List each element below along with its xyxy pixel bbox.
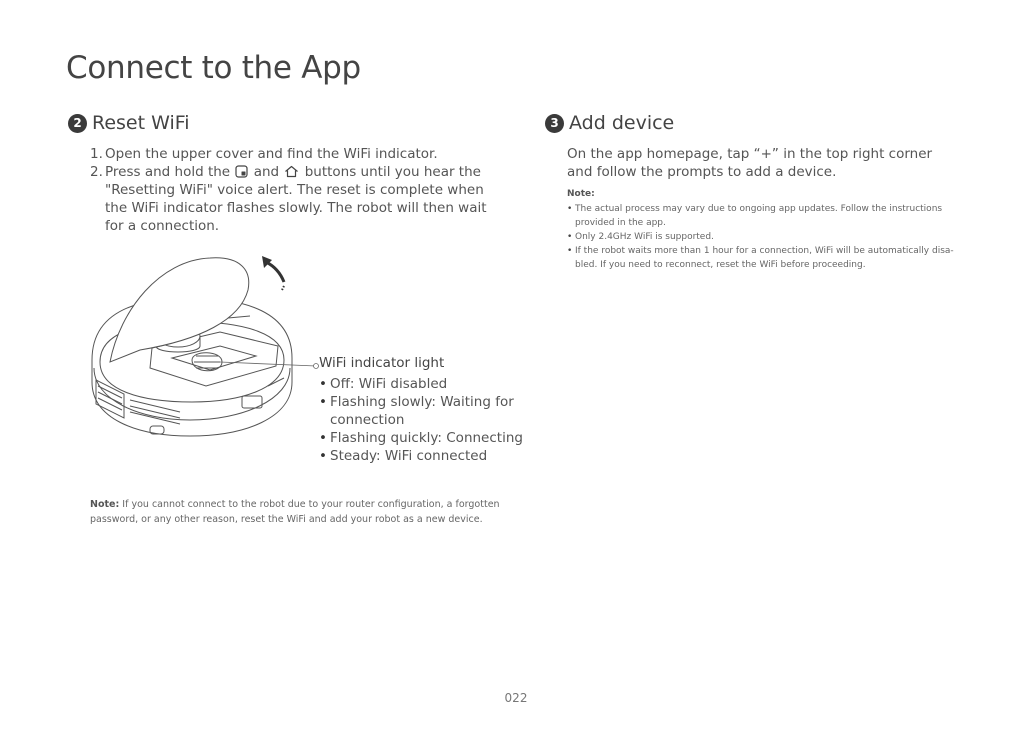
note-item: • The actual process may vary due to ongoing app updates. Follow the instructions provided in the app.	[567, 202, 967, 230]
reset-steps	[90, 145, 500, 235]
wifi-indicator-states	[319, 375, 529, 465]
add-device-title: Add device	[569, 112, 675, 134]
step-1-number: 1.	[90, 146, 103, 162]
curved-arrow-icon	[262, 256, 284, 290]
step-2-text-after: buttons until you hear the "Resetting WiFi" voice alert. The reset is complete when the WiFi indicator flashes slowly. The robot will then wait for a connection.	[105, 164, 487, 234]
add-device-text: On the app homepage, tap “+” in the top right corner and follow the prompts to add a device.	[567, 146, 933, 180]
step-1-text: Open the upper cover and find the WiFi indicator.	[105, 146, 438, 162]
step-1	[90, 145, 500, 163]
add-device-heading	[545, 112, 674, 134]
indicator-state: • Flashing slowly: Waiting for connection	[319, 393, 529, 429]
home-icon	[284, 165, 299, 178]
page-title: Connect to the App	[66, 50, 361, 86]
spot-clean-icon	[235, 165, 248, 178]
reset-wifi-heading	[68, 112, 190, 134]
wifi-indicator-title: WiFi indicator light	[319, 355, 445, 371]
reset-note-text: If you cannot connect to the robot due to your router configuration, a forgotten password, or any other reason, reset the WiFi and add your robot as a new device.	[90, 499, 500, 525]
indicator-state: • Steady: WiFi connected	[319, 447, 529, 465]
step-2-number: 2.	[90, 164, 103, 180]
step-number-badge: 2	[68, 114, 87, 133]
indicator-state: • Off: WiFi disabled	[319, 375, 529, 393]
add-device-note-label: Note:	[567, 189, 595, 199]
page-number: 022	[504, 691, 528, 705]
reset-note-label: Note:	[90, 499, 120, 510]
note-item: • Only 2.4GHz WiFi is supported.	[567, 230, 967, 244]
note-item: • If the robot waits more than 1 hour for a connection, WiFi will be automatically disa-bled. If you need to reconnect, reset the WiFi before proceeding.	[567, 244, 967, 272]
robot-illustration	[80, 250, 325, 445]
step-number-badge: 3	[545, 114, 564, 133]
step-2-text-and: and	[253, 164, 280, 180]
step-2-text-before: Press and hold the	[105, 164, 231, 180]
reset-wifi-title: Reset WiFi	[92, 112, 190, 134]
add-device-notes	[567, 187, 967, 272]
step-2	[90, 163, 500, 235]
reset-note	[90, 497, 500, 527]
indicator-state: • Flashing quickly: Connecting	[319, 429, 529, 447]
